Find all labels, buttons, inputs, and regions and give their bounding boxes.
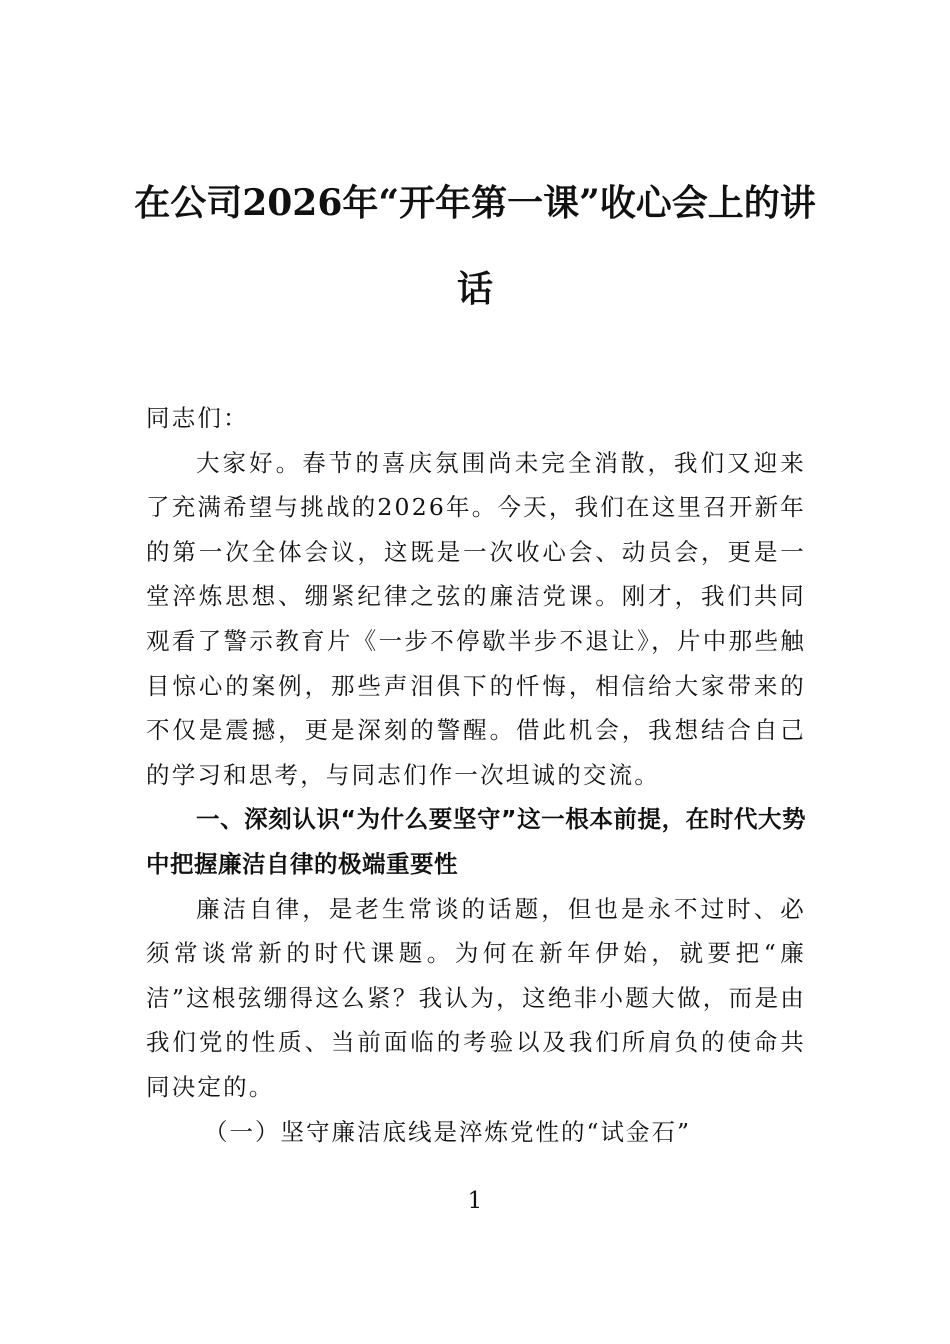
document-body xyxy=(146,396,806,1154)
subsection-heading: （一）坚守廉洁底线是淬炼党性的“试金石” xyxy=(204,1117,692,1146)
body-paragraph: 廉洁自律，是老生常谈的话题，但也是永不过时、必须常谈常新的时代课题。为何在新年伊始，就要把“廉洁”这根弦绷得这么紧？我认为，这绝非小题大做，而是由我们党的性质、当前面临的考验以及我们所肩负的使命共同决定的。 xyxy=(146,894,806,1101)
salutation: 同志们： xyxy=(146,404,249,432)
body-paragraph: 大家好。春节的喜庆氛围尚未完全消散，我们又迎来了充满希望与挑战的2026年。今天，我们在这里召开新年的第一次全体会议，这既是一次收心会、动员会，更是一堂淬炼思想、绷紧纪律之弦的廉洁党课。刚才，我们共同观看了警示教育片《一步不停歇半步不退让》，片中那些触目惊心的案例，那些声泪俱下的忏悔，相信给大家带来的不仅是震撼，更是深刻的警醒。借此机会，我想结合自己的学习和思考，与同志们作一次坦诚的交流。 xyxy=(146,448,806,789)
section-heading: 一、深刻认识“为什么要坚守”这一根本前提，在时代大势中把握廉洁自律的极端重要性 xyxy=(146,805,806,878)
document-title: 在公司2026年“开年第一课”收心会上的讲话 xyxy=(134,182,816,310)
page-number: 1 xyxy=(467,1188,483,1214)
